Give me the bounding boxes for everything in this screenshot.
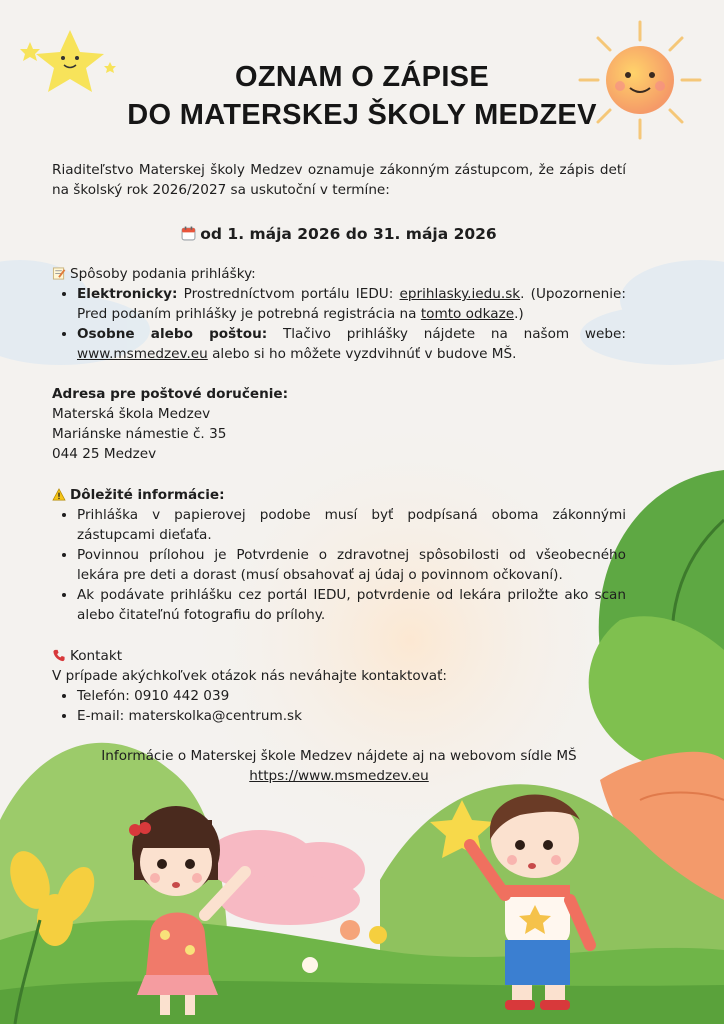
- contact-section: [52, 646, 626, 726]
- intro-paragraph: Riaditeľstvo Materskej školy Medzev oznamuje zákonným zástupcom, že zápis detí na školský rok 2026/2027 sa uskutoční v termíne:: [52, 162, 626, 198]
- address-heading: Adresa pre poštové doručenie:: [52, 386, 289, 402]
- submission-section: [52, 264, 626, 364]
- contact-email: • E-mail: materskolka@centrum.sk: [77, 706, 626, 726]
- list-item: • Ak podávate prihlášku cez portál IEDU, potvrdenie od lekára priložte ako scan alebo čitateľnú fotografiu do prílohy.: [77, 585, 626, 625]
- important-heading: [52, 485, 626, 505]
- page-title-line-2: DO MATERSKEJ ŠKOLY MEDZEV: [127, 99, 597, 131]
- submission-list: [52, 284, 626, 364]
- website-link[interactable]: www.msmedzev.eu: [77, 346, 208, 362]
- list-item: • Povinnou prílohou je Potvrdenie o zdravotnej spôsobilosti od všeobecného lekára pre deti a dorast (musí obsahovať aj údaj o povinnom očkovaní).: [77, 545, 626, 585]
- calendar-icon: [181, 226, 196, 241]
- contact-heading-text: Kontakt: [70, 648, 123, 664]
- important-heading-text: Dôležité informácie:: [70, 487, 225, 503]
- submission-heading-text: Spôsoby podania prihlášky:: [70, 266, 256, 282]
- in-person-label: Osobne alebo poštou:: [77, 326, 268, 342]
- contact-heading: [52, 646, 626, 666]
- list-item-in-person: [77, 324, 626, 364]
- eprihlasky-link[interactable]: eprihlasky.iedu.sk: [399, 286, 521, 302]
- electronic-text-3: .): [514, 306, 524, 322]
- in-person-text-1: Tlačivo prihlášky nájdete na našom webe:: [267, 326, 626, 342]
- contact-intro: V prípade akýchkoľvek otázok nás neváhajte kontaktovať:: [52, 668, 447, 684]
- list-item: • Prihláška v papierovej podobe musí byť podpísaná oboma zákonnými zástupcami dieťaťa.: [77, 505, 626, 545]
- footer-website-link[interactable]: https://www.msmedzev.eu: [249, 768, 429, 784]
- date-range: [52, 222, 626, 246]
- list-item-electronic: [77, 284, 626, 324]
- page-title-line-1: OZNAM O ZÁPISE: [235, 61, 489, 93]
- contact-list: [52, 686, 626, 726]
- electronic-label: Elektronicky:: [77, 286, 178, 302]
- memo-icon: [52, 267, 66, 280]
- electronic-text-1: Prostredníctvom portálu IEDU:: [177, 286, 400, 302]
- address-line-2: Mariánske námestie č. 35: [52, 426, 227, 442]
- footer: [52, 746, 626, 786]
- warning-icon: [52, 488, 66, 501]
- registration-link[interactable]: tomto odkaze: [420, 306, 515, 322]
- address-section: [52, 384, 626, 464]
- footer-text: Informácie o Materskej škole Medzev nájdete aj na webovom sídle MŠ: [101, 748, 577, 764]
- address-line-1: Materská škola Medzev: [52, 406, 211, 422]
- address-line-3: 044 25 Medzev: [52, 446, 157, 462]
- important-section: [52, 485, 626, 625]
- date-range-text: od 1. mája 2026 do 31. mája 2026: [200, 225, 497, 243]
- contact-phone: • Telefón: 0910 442 039: [77, 686, 626, 706]
- submission-heading: [52, 264, 626, 284]
- electronic-text-2: . (Upozornenie: Pred podaním prihlášky je potrebná registrácia na: [77, 286, 626, 322]
- phone-icon: [52, 649, 66, 662]
- in-person-text-2: alebo si ho môžete vyzdvihnúť v budove MŠ.: [207, 346, 517, 362]
- important-list: [52, 505, 626, 625]
- page-title: [0, 58, 724, 134]
